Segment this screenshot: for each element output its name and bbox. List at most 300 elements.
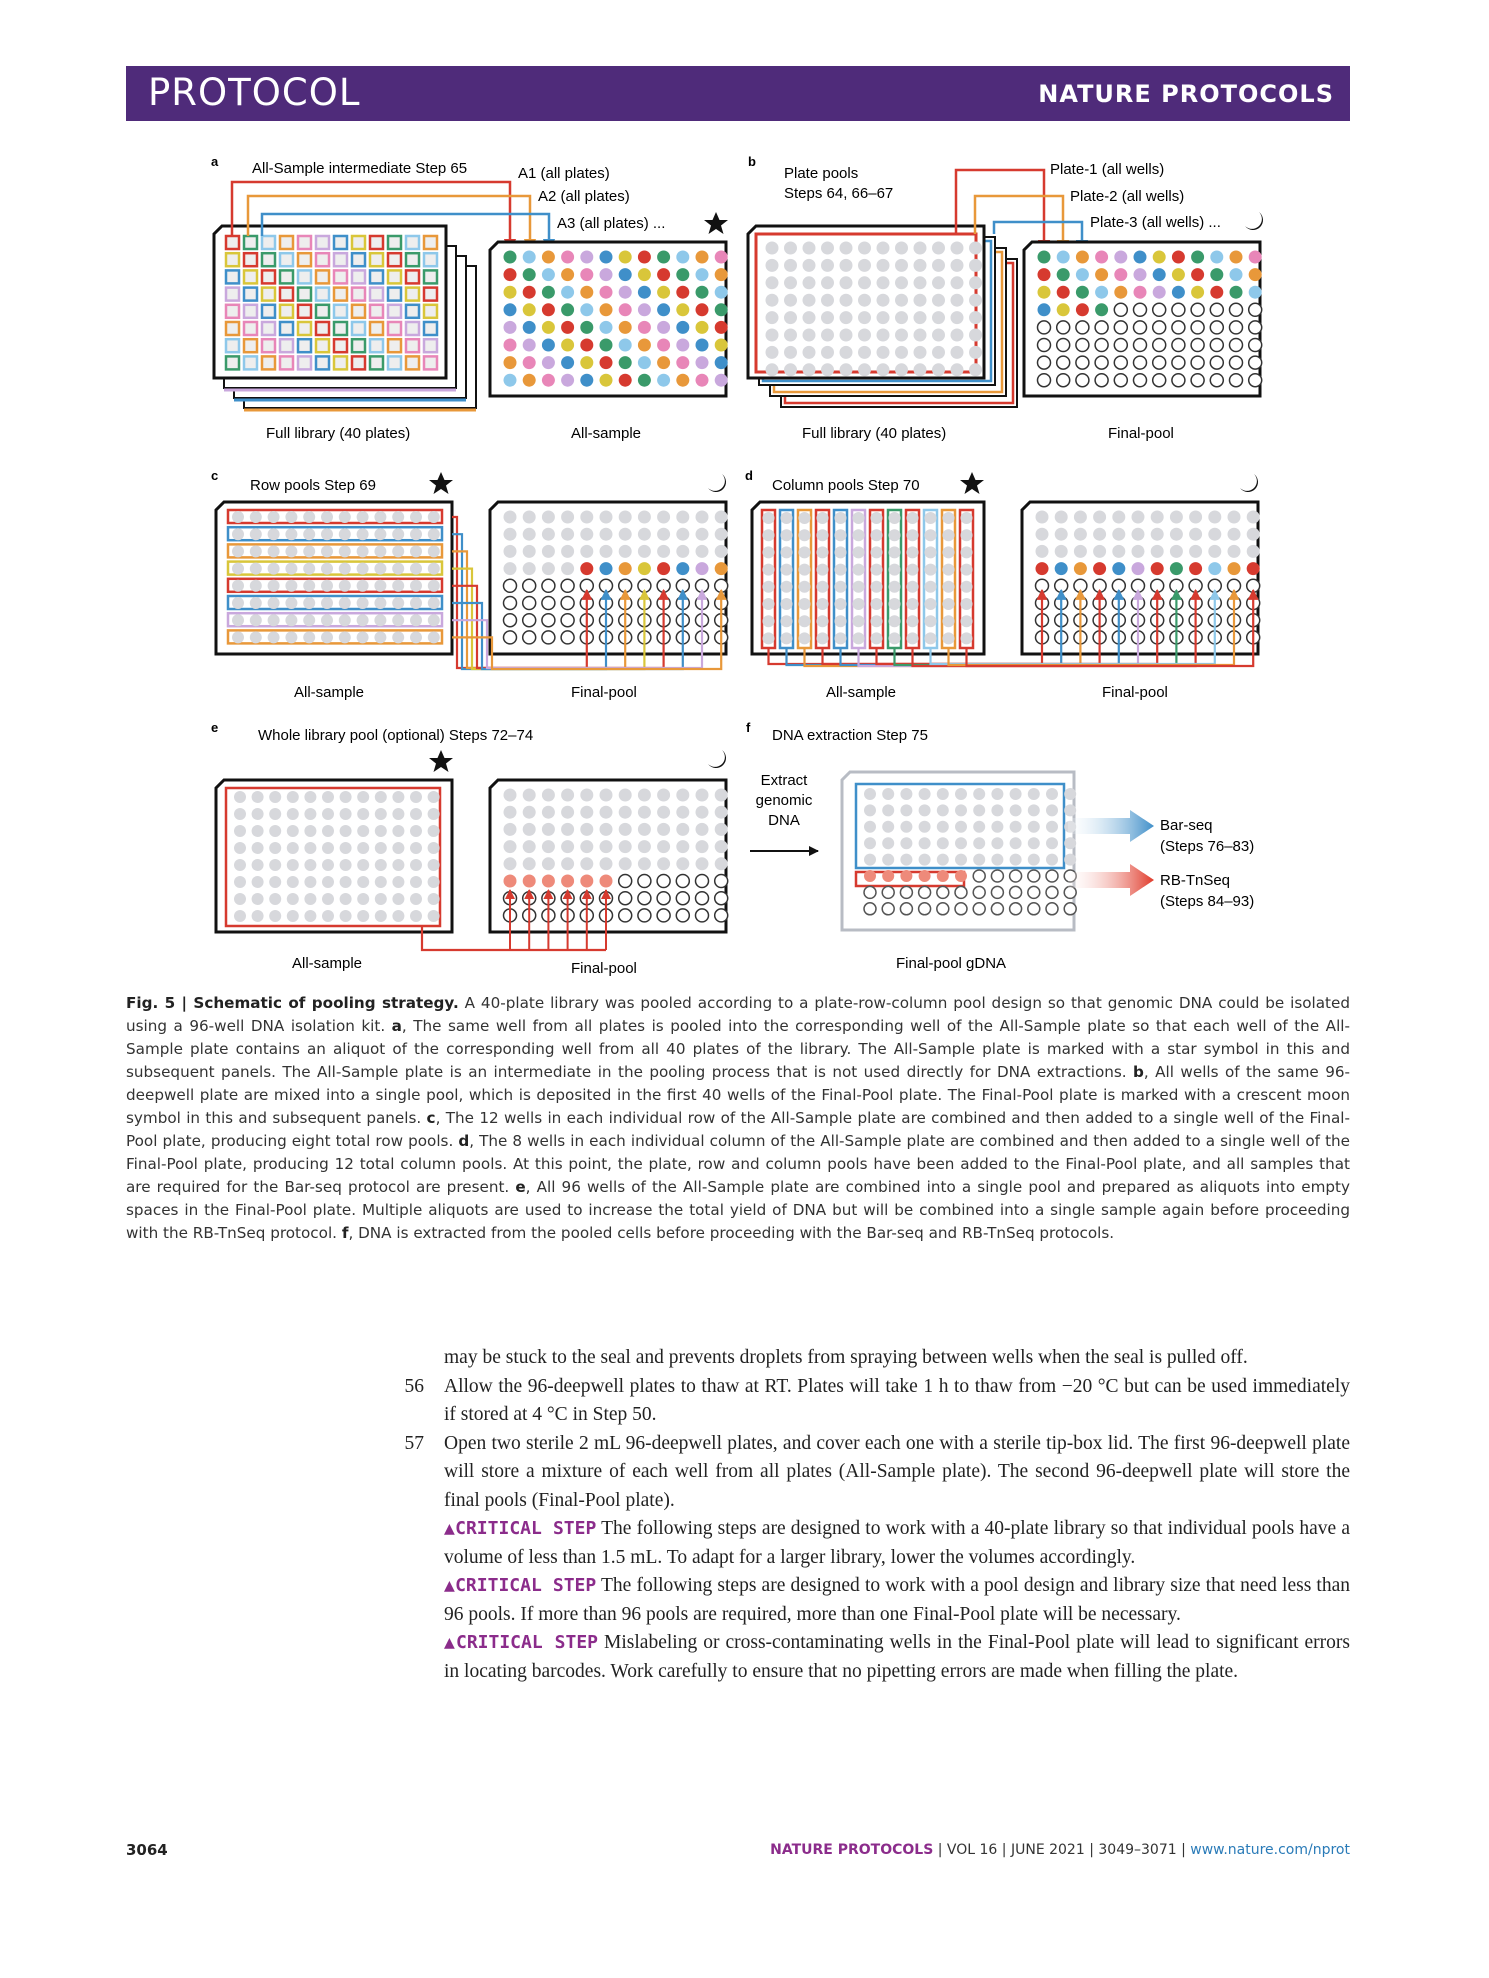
- step-57-number: 57: [404, 1432, 424, 1454]
- well: [1191, 286, 1204, 299]
- caption-d-text: , The 8 wells in each individual column of the All-Sample plate are combined and then added to a single well of the Final-Pool plate, producing 12 total column pools. At this point, the plate, row and column pools have been added to the Final-Pool plate, and all samples that are required for the Bar-seq protocol are present.: [126, 1132, 1350, 1196]
- caption-c-text: , The 12 wells in each individual row of the All-Sample plate are combined and then added to a single well of the Final-Pool plate, producing eight total row pools.: [126, 1109, 1350, 1150]
- well: [1057, 339, 1070, 352]
- well: [561, 356, 574, 369]
- well: [428, 580, 440, 592]
- well: [907, 564, 919, 576]
- well: [784, 242, 797, 255]
- panel-f-bottom-label: Final-pool gDNA: [896, 955, 1007, 972]
- well: [676, 562, 689, 575]
- well: [410, 910, 422, 922]
- well: [1028, 837, 1040, 849]
- well: [1189, 528, 1202, 541]
- well: [925, 564, 937, 576]
- well: [1095, 268, 1108, 281]
- well: [1112, 562, 1125, 575]
- well: [937, 903, 949, 915]
- well: [1132, 528, 1145, 541]
- well: [232, 511, 244, 523]
- well: [840, 242, 853, 255]
- well: [269, 808, 281, 820]
- well: [715, 806, 728, 819]
- well: [600, 857, 613, 870]
- well: [715, 268, 728, 281]
- well: [542, 268, 555, 281]
- well: [1249, 374, 1262, 387]
- well: [232, 597, 244, 609]
- square-well: [334, 356, 347, 369]
- well: [840, 346, 853, 359]
- well: [932, 346, 945, 359]
- well: [1046, 788, 1058, 800]
- journal-name: NATURE PROTOCOLS: [1038, 80, 1334, 108]
- well: [523, 356, 536, 369]
- well: [250, 511, 262, 523]
- well: [392, 876, 404, 888]
- well: [561, 511, 574, 524]
- well: [951, 294, 964, 307]
- well: [321, 563, 333, 575]
- well: [561, 579, 574, 592]
- well: [1010, 821, 1022, 833]
- well: [1074, 562, 1087, 575]
- well: [900, 821, 912, 833]
- well: [657, 562, 670, 575]
- barseq-line-2: (Steps 76–83): [1160, 838, 1255, 855]
- caption-a-letter: a: [391, 1017, 402, 1035]
- well: [268, 563, 280, 575]
- well: [392, 910, 404, 922]
- square-well: [298, 322, 311, 335]
- well: [696, 268, 709, 281]
- square-well: [316, 339, 329, 352]
- square-well: [262, 356, 275, 369]
- well: [955, 870, 967, 882]
- well: [853, 564, 865, 576]
- well: [561, 857, 574, 870]
- well: [600, 511, 613, 524]
- well: [638, 545, 651, 558]
- well: [1172, 339, 1185, 352]
- well: [1153, 321, 1166, 334]
- well: [951, 276, 964, 289]
- well: [304, 825, 316, 837]
- well: [638, 528, 651, 541]
- well: [357, 545, 369, 557]
- well: [784, 276, 797, 289]
- well: [696, 339, 709, 352]
- well: [285, 580, 297, 592]
- well: [340, 893, 352, 905]
- well: [523, 374, 536, 387]
- critical-step-2: [414, 1572, 1350, 1629]
- well: [357, 528, 369, 540]
- square-well: [406, 288, 419, 301]
- well: [835, 512, 847, 524]
- well: [889, 564, 901, 576]
- well: [696, 875, 709, 888]
- well: [504, 374, 517, 387]
- well: [1010, 903, 1022, 915]
- well: [1170, 511, 1183, 524]
- well: [858, 363, 871, 376]
- well: [619, 545, 632, 558]
- well: [269, 876, 281, 888]
- well: [357, 825, 369, 837]
- critical-step-3: [414, 1629, 1350, 1686]
- square-well: [370, 253, 383, 266]
- critical-text-1: The following steps are designed to work with a 40-plate library so that individual pools have a volume of less than 1.5 mL. To adapt for a larger library, lower the volumes accordingly.: [444, 1518, 1351, 1568]
- well: [799, 512, 811, 524]
- square-well: [316, 322, 329, 335]
- well: [1093, 545, 1106, 558]
- panel-d-letter: d: [745, 468, 753, 483]
- well: [600, 339, 613, 352]
- well: [504, 303, 517, 316]
- well: [600, 875, 613, 888]
- well: [1095, 321, 1108, 334]
- well: [835, 615, 847, 627]
- well: [696, 528, 709, 541]
- well: [304, 876, 316, 888]
- well: [523, 806, 536, 819]
- well: [357, 563, 369, 575]
- well: [619, 511, 632, 524]
- panel-a-right-label: All-sample: [571, 425, 642, 442]
- well: [1076, 321, 1089, 334]
- well: [676, 528, 689, 541]
- well: [973, 903, 985, 915]
- square-well: [370, 339, 383, 352]
- well: [932, 363, 945, 376]
- well: [715, 303, 728, 316]
- well: [357, 808, 369, 820]
- well: [252, 859, 264, 871]
- well: [357, 631, 369, 643]
- well: [428, 545, 440, 557]
- panel-b-letter: b: [748, 154, 756, 169]
- square-well: [262, 305, 275, 318]
- well: [858, 259, 871, 272]
- well: [600, 806, 613, 819]
- well: [523, 857, 536, 870]
- well: [561, 268, 574, 281]
- rbtnseq-arrow: [1068, 864, 1154, 896]
- well: [973, 854, 985, 866]
- well: [925, 598, 937, 610]
- square-well: [226, 339, 239, 352]
- well: [638, 840, 651, 853]
- well: [561, 251, 574, 264]
- well: [322, 825, 334, 837]
- well: [763, 512, 775, 524]
- well: [696, 857, 709, 870]
- well: [835, 564, 847, 576]
- well: [864, 903, 876, 915]
- well: [914, 363, 927, 376]
- well: [943, 564, 955, 576]
- well: [973, 788, 985, 800]
- well: [234, 825, 246, 837]
- well: [1038, 286, 1051, 299]
- well: [676, 875, 689, 888]
- footer-sep-2: |: [997, 1842, 1011, 1858]
- well: [943, 529, 955, 541]
- well: [715, 892, 728, 905]
- well: [1076, 251, 1089, 264]
- well: [561, 528, 574, 541]
- well: [1112, 511, 1125, 524]
- star-icon: [429, 750, 453, 772]
- well: [1208, 562, 1221, 575]
- well: [914, 259, 927, 272]
- well: [410, 563, 422, 575]
- well: [504, 562, 517, 575]
- well: [1114, 303, 1127, 316]
- well: [287, 876, 299, 888]
- well: [252, 825, 264, 837]
- square-well: [298, 236, 311, 249]
- well: [1095, 339, 1108, 352]
- well: [392, 859, 404, 871]
- well: [914, 329, 927, 342]
- well: [1038, 356, 1051, 369]
- well: [951, 259, 964, 272]
- well: [895, 329, 908, 342]
- well: [268, 545, 280, 557]
- well: [1028, 903, 1040, 915]
- square-well: [424, 305, 437, 318]
- panel-a-callout-2: A2 (all plates): [538, 188, 630, 205]
- well: [1191, 251, 1204, 264]
- well: [357, 876, 369, 888]
- well: [1249, 303, 1262, 316]
- well: [973, 804, 985, 816]
- well: [321, 511, 333, 523]
- square-well: [280, 253, 293, 266]
- well: [925, 632, 937, 644]
- panel-c: [211, 468, 728, 701]
- well: [542, 806, 555, 819]
- well: [1010, 870, 1022, 882]
- well: [961, 529, 973, 541]
- well: [232, 528, 244, 540]
- well: [234, 876, 246, 888]
- plate-frame: [752, 502, 984, 654]
- well: [919, 854, 931, 866]
- well: [766, 242, 779, 255]
- well: [374, 563, 386, 575]
- well: [858, 346, 871, 359]
- well: [817, 564, 829, 576]
- panel-a-callout-1: A1 (all plates): [518, 165, 610, 182]
- well: [1172, 268, 1185, 281]
- well: [1228, 545, 1241, 558]
- well: [600, 251, 613, 264]
- well: [561, 562, 574, 575]
- well: [1134, 321, 1147, 334]
- well: [340, 791, 352, 803]
- well: [1134, 251, 1147, 264]
- well: [638, 268, 651, 281]
- well: [1170, 562, 1183, 575]
- well: [339, 528, 351, 540]
- square-well: [262, 253, 275, 266]
- well: [410, 876, 422, 888]
- well: [715, 545, 728, 558]
- well: [504, 823, 517, 836]
- square-well: [370, 305, 383, 318]
- well: [561, 789, 574, 802]
- well: [715, 840, 728, 853]
- well: [799, 564, 811, 576]
- well: [799, 581, 811, 593]
- well: [580, 374, 593, 387]
- well: [877, 259, 890, 272]
- well: [1064, 788, 1076, 800]
- well: [961, 564, 973, 576]
- well: [523, 528, 536, 541]
- well: [763, 598, 775, 610]
- well: [234, 842, 246, 854]
- well: [715, 857, 728, 870]
- well: [766, 276, 779, 289]
- well: [428, 563, 440, 575]
- well: [600, 840, 613, 853]
- well: [676, 374, 689, 387]
- well: [638, 892, 651, 905]
- well: [600, 528, 613, 541]
- well: [504, 579, 517, 592]
- well: [321, 580, 333, 592]
- square-well: [316, 288, 329, 301]
- well: [877, 294, 890, 307]
- well: [428, 910, 440, 922]
- well: [657, 875, 670, 888]
- well: [1064, 837, 1076, 849]
- well: [1076, 268, 1089, 281]
- well: [914, 311, 927, 324]
- panel-d-title: Column pools Step 70: [772, 477, 920, 494]
- well: [542, 374, 555, 387]
- well: [919, 788, 931, 800]
- well: [766, 311, 779, 324]
- square-well: [244, 305, 257, 318]
- well: [925, 615, 937, 627]
- well: [523, 789, 536, 802]
- well: [340, 910, 352, 922]
- footer-url: www.nature.com/nprot: [1190, 1842, 1350, 1858]
- well: [943, 512, 955, 524]
- well: [858, 329, 871, 342]
- well: [428, 511, 440, 523]
- well: [853, 598, 865, 610]
- square-well: [226, 305, 239, 318]
- all-sample-plate-e: [216, 780, 452, 932]
- well: [657, 892, 670, 905]
- well: [882, 788, 894, 800]
- well: [1153, 356, 1166, 369]
- well: [1134, 286, 1147, 299]
- well: [766, 363, 779, 376]
- well: [392, 842, 404, 854]
- square-well: [370, 356, 383, 369]
- well: [1038, 268, 1051, 281]
- well: [523, 823, 536, 836]
- well: [900, 886, 912, 898]
- well: [781, 529, 793, 541]
- well: [304, 910, 316, 922]
- well: [781, 564, 793, 576]
- well: [542, 614, 555, 627]
- well: [619, 339, 632, 352]
- well: [1228, 511, 1241, 524]
- well: [619, 875, 632, 888]
- well: [410, 511, 422, 523]
- full-library-stack-b: [748, 226, 1017, 407]
- well: [914, 294, 927, 307]
- well: [696, 823, 709, 836]
- panel-c-letter: c: [211, 468, 219, 483]
- well: [817, 632, 829, 644]
- well: [1057, 251, 1070, 264]
- well: [657, 374, 670, 387]
- critical-label-3: ▲CRITICAL STEP: [444, 1632, 599, 1653]
- well: [1046, 886, 1058, 898]
- well: [925, 529, 937, 541]
- well: [657, 286, 670, 299]
- well: [285, 614, 297, 626]
- square-well: [388, 305, 401, 318]
- well: [392, 631, 404, 643]
- well: [925, 546, 937, 558]
- well: [853, 546, 865, 558]
- well: [943, 598, 955, 610]
- well: [374, 597, 386, 609]
- well: [1191, 268, 1204, 281]
- panel-d-right-label: Final-pool: [1102, 684, 1168, 701]
- well: [817, 529, 829, 541]
- square-well: [244, 270, 257, 283]
- well: [250, 528, 262, 540]
- square-well: [388, 339, 401, 352]
- square-well: [370, 288, 383, 301]
- well: [1095, 356, 1108, 369]
- well: [542, 579, 555, 592]
- well: [840, 259, 853, 272]
- well: [1074, 545, 1087, 558]
- well: [375, 876, 387, 888]
- well: [322, 842, 334, 854]
- well: [504, 875, 517, 888]
- well: [428, 614, 440, 626]
- well: [523, 511, 536, 524]
- footer-pages: 3049–3071: [1098, 1842, 1177, 1858]
- well: [991, 870, 1003, 882]
- well: [322, 808, 334, 820]
- well: [580, 823, 593, 836]
- well: [914, 242, 927, 255]
- well: [1153, 374, 1166, 387]
- square-well: [316, 253, 329, 266]
- well: [392, 580, 404, 592]
- caption-a-text: , The same well from all plates is pooled into the corresponding well of the All-Sample plate so that each well of the All-Sample plate contains an aliquot of the corresponding well from all 40 plates of the library. The All-Sample plate is marked with a star symbol in this and subsequent panels. The All-Sample plate is an intermediate in the pooling process that is not used directly for DNA extractions.: [126, 1017, 1350, 1081]
- well: [410, 893, 422, 905]
- well: [580, 840, 593, 853]
- well: [932, 294, 945, 307]
- well: [991, 886, 1003, 898]
- step-56-text: Allow the 96-deepwell plates to thaw at RT. Plates will take 1 h to thaw from −20 °C but can be used immediately if stored at 4 °C in Step 50.: [444, 1375, 1350, 1425]
